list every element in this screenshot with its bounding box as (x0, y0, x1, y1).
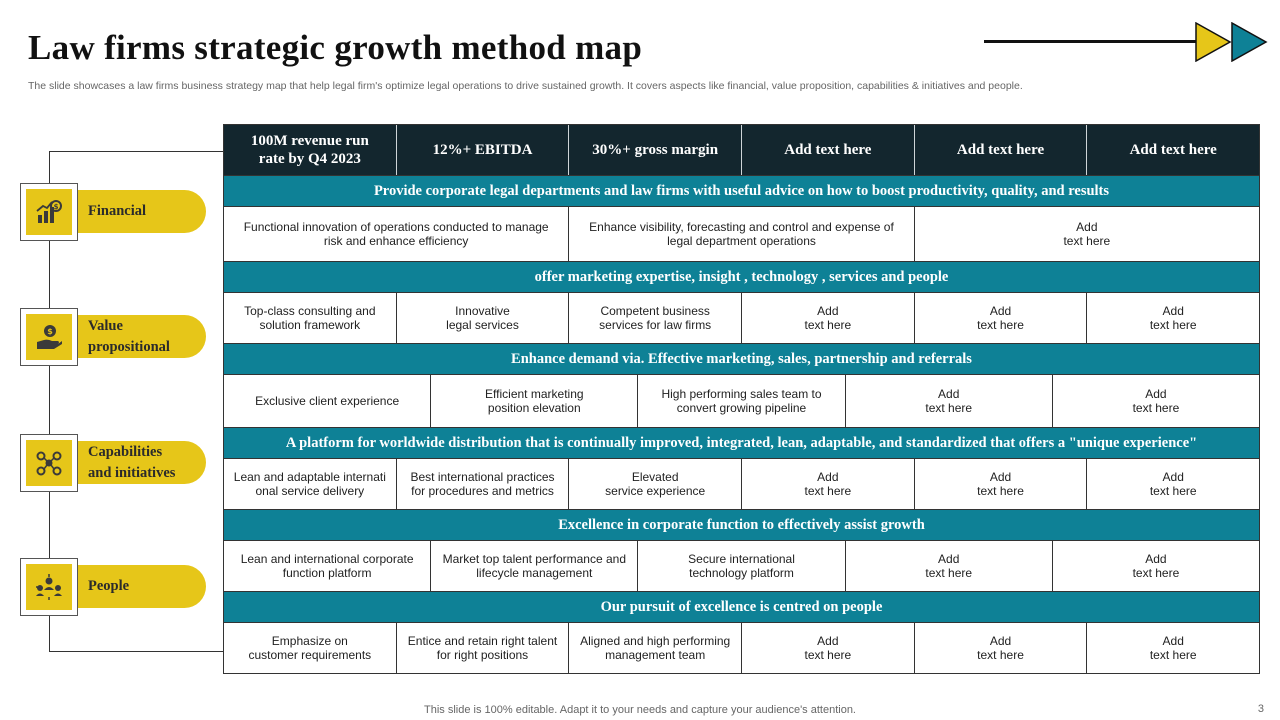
header-cell: 12%+ EBITDA (397, 125, 570, 175)
table-cell: Lean and adaptable internati onal service delivery (224, 459, 397, 509)
category-label: Capabilities and initiatives (88, 444, 176, 481)
svg-text:$: $ (53, 203, 59, 211)
svg-text:$: $ (47, 327, 53, 336)
footer-note: This slide is 100% editable. Adapt it to your needs and capture your audience's attention. (424, 704, 856, 716)
table-cell: Best international practices for procedures and metrics (397, 459, 570, 509)
table-cell: Add text here (1132, 386, 1180, 415)
team-icon (34, 572, 64, 602)
table-cell: High performing sales team to convert growing pipeline (638, 375, 845, 427)
table-cell: Add text here (1132, 551, 1180, 580)
table-row (224, 206, 1259, 261)
table-row (224, 622, 1259, 673)
section-band: Provide corporate legal departments and law firms with useful advice on how to boost productivity, quality, and results (224, 175, 1259, 206)
slide-subtitle: The slide showcases a law firms business strategy map that help legal firm's optimize legal operations to drive sustained growth. It covers aspects like financial, value proposition, capabilities & initiatives and people. (28, 80, 1023, 92)
table-cell: Exclusive client experience (224, 375, 431, 427)
header-cell: Add text here (915, 125, 1088, 175)
category-icon-box (20, 308, 78, 366)
header-cell: 100M revenue run rate by Q4 2023 (224, 125, 397, 175)
table-cell: Add text here (846, 541, 1053, 591)
table-cell: Secure international technology platform (638, 541, 845, 591)
table-cell: Enhance visibility, forecasting and control and expense of legal department operations (569, 207, 914, 261)
table-cell: Add text here (742, 293, 915, 343)
decorative-arrows-icon (1194, 22, 1270, 62)
header-cell: Add text here (1129, 142, 1217, 158)
table-cell: Add text here (742, 623, 915, 673)
slide-title: Law firms strategic growth method map (28, 28, 643, 67)
table-cell: Emphasize on customer requirements (224, 623, 397, 673)
network-icon (34, 448, 64, 478)
section-band: Enhance demand via. Effective marketing, sales, partnership and referrals (224, 343, 1259, 374)
table-row (224, 458, 1259, 509)
table-cell: Add text here (1149, 633, 1197, 662)
strategy-map-table (223, 124, 1260, 674)
category-label: Value propositional (88, 318, 170, 355)
table-cell: Market top talent performance and lifecycle management (431, 541, 638, 591)
section-band: offer marketing expertise, insight , technology , services and people (224, 261, 1259, 292)
table-cell: Entice and retain right talent for right positions (397, 623, 570, 673)
table-cell: Elevated service experience (569, 459, 742, 509)
table-row (224, 374, 1259, 427)
hand-value-icon (34, 322, 64, 352)
category-icon-box (20, 434, 78, 492)
category-label: Financial (88, 203, 147, 220)
table-cell: Add text here (1149, 469, 1197, 498)
header-cell: 30%+ gross margin (569, 125, 742, 175)
header-cell: Add text here (742, 125, 915, 175)
connector-line (49, 151, 223, 152)
table-cell: Aligned and high performing management team (569, 623, 742, 673)
section-band: A platform for worldwide distribution that is continually improved, integrated, lean, adaptable, and standardized that offers a "unique experience" (224, 427, 1259, 458)
connector-line (49, 651, 223, 652)
table-cell: Add text here (915, 293, 1088, 343)
table-header-row (224, 125, 1259, 175)
table-cell: Competent business services for law firms (569, 293, 742, 343)
section-band: Excellence in corporate function to effectively assist growth (224, 509, 1259, 540)
money-growth-icon (34, 197, 64, 227)
category-icon-box (20, 558, 78, 616)
category-icon-box (20, 183, 78, 241)
table-cell: Add text here (915, 623, 1088, 673)
table-cell: Lean and international corporate function platform (224, 541, 431, 591)
table-cell: Efficient marketing position elevation (431, 375, 638, 427)
table-cell: Innovative legal services (397, 293, 570, 343)
table-row (224, 292, 1259, 343)
decorative-line (984, 40, 1200, 43)
section-band: Our pursuit of excellence is centred on people (224, 591, 1259, 622)
category-label: People (88, 578, 130, 595)
table-cell: Add text here (1149, 303, 1197, 332)
table-cell: Add text here (915, 459, 1088, 509)
table-cell: Add text here (742, 459, 915, 509)
table-cell: Functional innovation of operations conducted to manage risk and enhance efficiency (224, 207, 569, 261)
page-number: 3 (1257, 703, 1264, 715)
table-cell: Add text here (1063, 219, 1111, 248)
table-row (224, 540, 1259, 591)
table-cell: Top-class consulting and solution framework (224, 293, 397, 343)
table-cell: Add text here (846, 375, 1053, 427)
